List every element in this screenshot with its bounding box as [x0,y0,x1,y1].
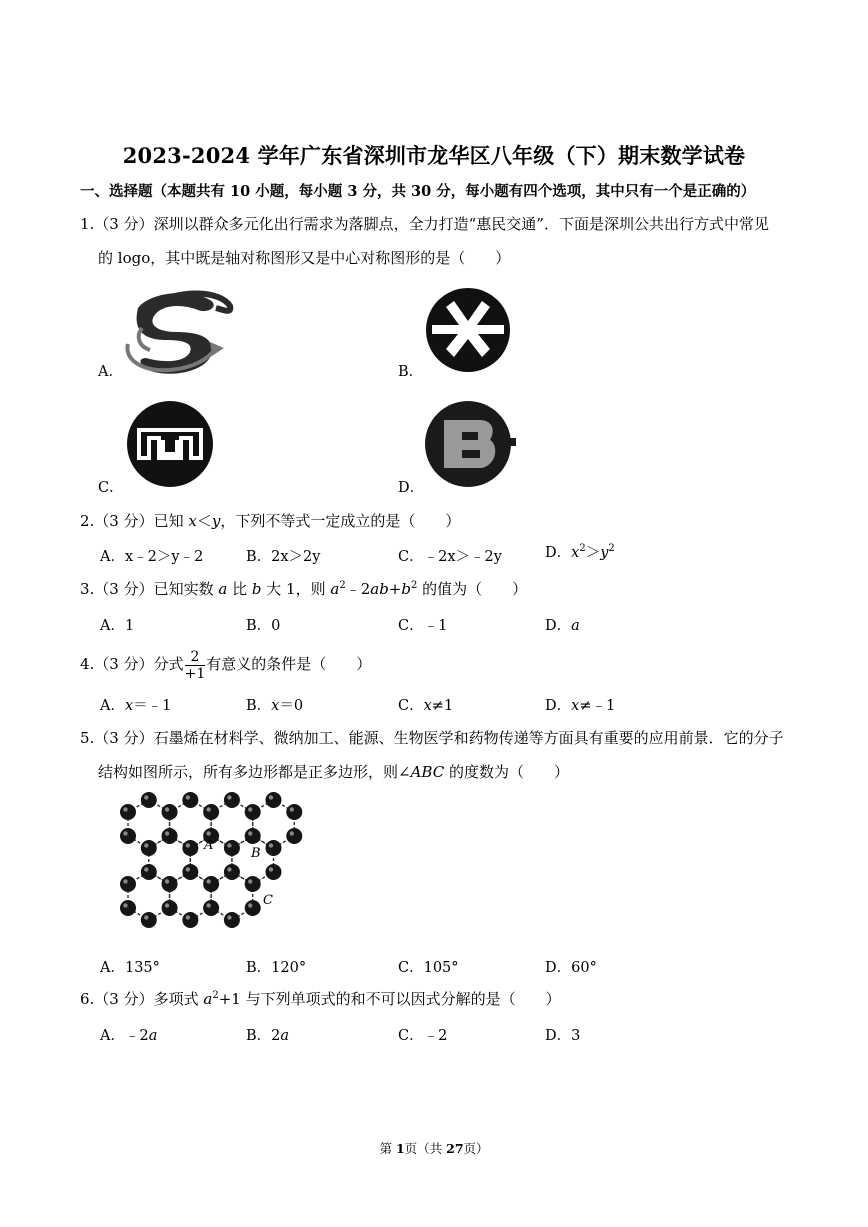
atom [203,804,219,820]
atom [203,876,219,892]
atom-highlight [123,831,127,835]
atom-highlight [227,915,231,919]
atom [120,876,136,892]
q1-option-d: D． [398,480,425,496]
atom [182,864,198,880]
q2-option-c: C．﹣2x＞﹣2y [398,549,502,565]
atom-highlight [290,831,294,835]
atom-highlight [186,867,190,871]
atom-highlight [144,843,148,847]
atom-highlight [165,879,169,883]
atom [162,828,178,844]
q4-stem: 4.（3 分）分式 $\frac{2}{+1}$ 有意义的条件是（ ） [80,648,372,682]
atom [245,828,261,844]
atom-highlight [206,831,210,835]
atom-highlight [290,807,294,811]
atom-highlight [269,795,273,799]
atom-highlight [227,867,231,871]
atom-highlight [269,867,273,871]
atom [120,900,136,916]
atom-highlight [227,843,231,847]
q4-option-c: C．x≠1 [398,698,454,714]
page-title: 2023-2024 学年广东省深圳市龙华区八年级（下）期末数学试卷 [122,143,746,168]
q2-option-a: A．x﹣2＞y﹣2 [100,549,204,565]
atom-highlight [206,879,210,883]
q6-option-d: D．3 [545,1028,581,1044]
atom [141,840,157,856]
atom [265,792,281,808]
atom [224,912,240,928]
atom-highlight [144,795,148,799]
q5-option-a: A．135° [100,960,160,976]
atom-highlight [123,903,127,907]
atom [182,792,198,808]
q4-option-d: D．x≠﹣1 [545,698,616,714]
atom-highlight [248,807,252,811]
logo-d-image [424,400,516,488]
atom [182,840,198,856]
atom-highlight [144,915,148,919]
q3-option-b: B．0 [246,618,281,634]
atom [203,900,219,916]
atom-highlight [186,843,190,847]
point-label-b: B [251,846,261,861]
q1-option-b: B． [398,364,424,380]
atom [141,912,157,928]
atom-highlight [227,795,231,799]
atom [286,804,302,820]
q1-option-c: C． [98,480,124,496]
q4-option-b: B．x＝0 [246,698,304,714]
atom [265,840,281,856]
atom-highlight [269,843,273,847]
logo-c-image [125,400,215,488]
atom [141,864,157,880]
atom [120,828,136,844]
logo-a-image [120,288,235,378]
graphene-structure-figure [100,790,310,950]
page-footer: 第 1页（共 27页） [379,1141,489,1156]
q6-option-c: C．﹣2 [398,1028,448,1044]
atom-highlight [248,879,252,883]
q3-stem: 3.（3 分）已知实数 a 比 b 大 1，则 $a^2﹣2ab+b^2$ 的值为（ ） [80,580,528,598]
q5-option-c: C．105° [398,960,459,976]
atom-highlight [186,795,190,799]
section-heading: 一、选择题（本题共有 10 小题，每小题 3 分，共 30 分，每小题有四个选项，其中只有一个是正确的） [80,183,756,200]
atom-highlight [206,807,210,811]
atom-highlight [186,915,190,919]
q1-line1: 1.（3 分）深圳以群众多元化出行需求为落脚点，全力打造“惠民交通”．下面是深圳公共出行方式中常见 [80,215,769,233]
atom [162,876,178,892]
atom [120,804,136,820]
q6-option-a: A．﹣2a [100,1028,158,1044]
atom [224,864,240,880]
q2-option-b: B．2x＞2y [246,549,321,565]
q3-option-a: A．1 [100,618,135,634]
atom-highlight [206,903,210,907]
q5-option-b: B．120° [246,960,307,976]
atom [265,864,281,880]
atom [141,792,157,808]
q5-option-d: D．60° [545,960,597,976]
atom [245,900,261,916]
q5-line2: 结构如图所示，所有多边形都是正多边形，则∠ABC 的度数为（ ） [98,763,569,781]
point-label-c: C [263,893,273,908]
atom-highlight [248,903,252,907]
atom [224,840,240,856]
atom [245,804,261,820]
atom [224,792,240,808]
q3-option-c: C．﹣1 [398,618,448,634]
logo-b-image [424,287,512,373]
q6-stem: 6.（3 分）多项式 $a^2+1$ 与下列单项式的和不可以因式分解的是（ ） [80,990,561,1008]
atom [162,900,178,916]
atom [162,804,178,820]
atom-highlight [123,807,127,811]
atom [182,912,198,928]
fraction: $\frac{2}{+1}$ [184,648,206,682]
q1-line2: 的 logo，其中既是轴对称图形又是中心对称图形的是（ ） [98,249,511,267]
atom-highlight [165,807,169,811]
q6-option-b: B．2a [246,1028,290,1044]
atom [245,876,261,892]
q4-option-a: A．x＝﹣1 [100,698,172,714]
q5-line1: 5.（3 分）石墨烯在材料学、微纳加工、能源、生物医学和药物传递等方面具有重要的应用前景．它的分子 [80,729,784,747]
q3-option-d: D．a [545,618,580,634]
q1-option-a: A． [98,364,123,380]
atom-highlight [165,831,169,835]
q2-option-d: D．$x^2>y^2$ [545,543,615,561]
atom-highlight [123,879,127,883]
q2-stem: 2.（3 分）已知 x＜y，下列不等式一定成立的是（ ） [80,512,461,530]
atom-highlight [144,867,148,871]
atom-highlight [248,831,252,835]
point-label-a: A [204,838,214,853]
atom-highlight [165,903,169,907]
atom [286,828,302,844]
